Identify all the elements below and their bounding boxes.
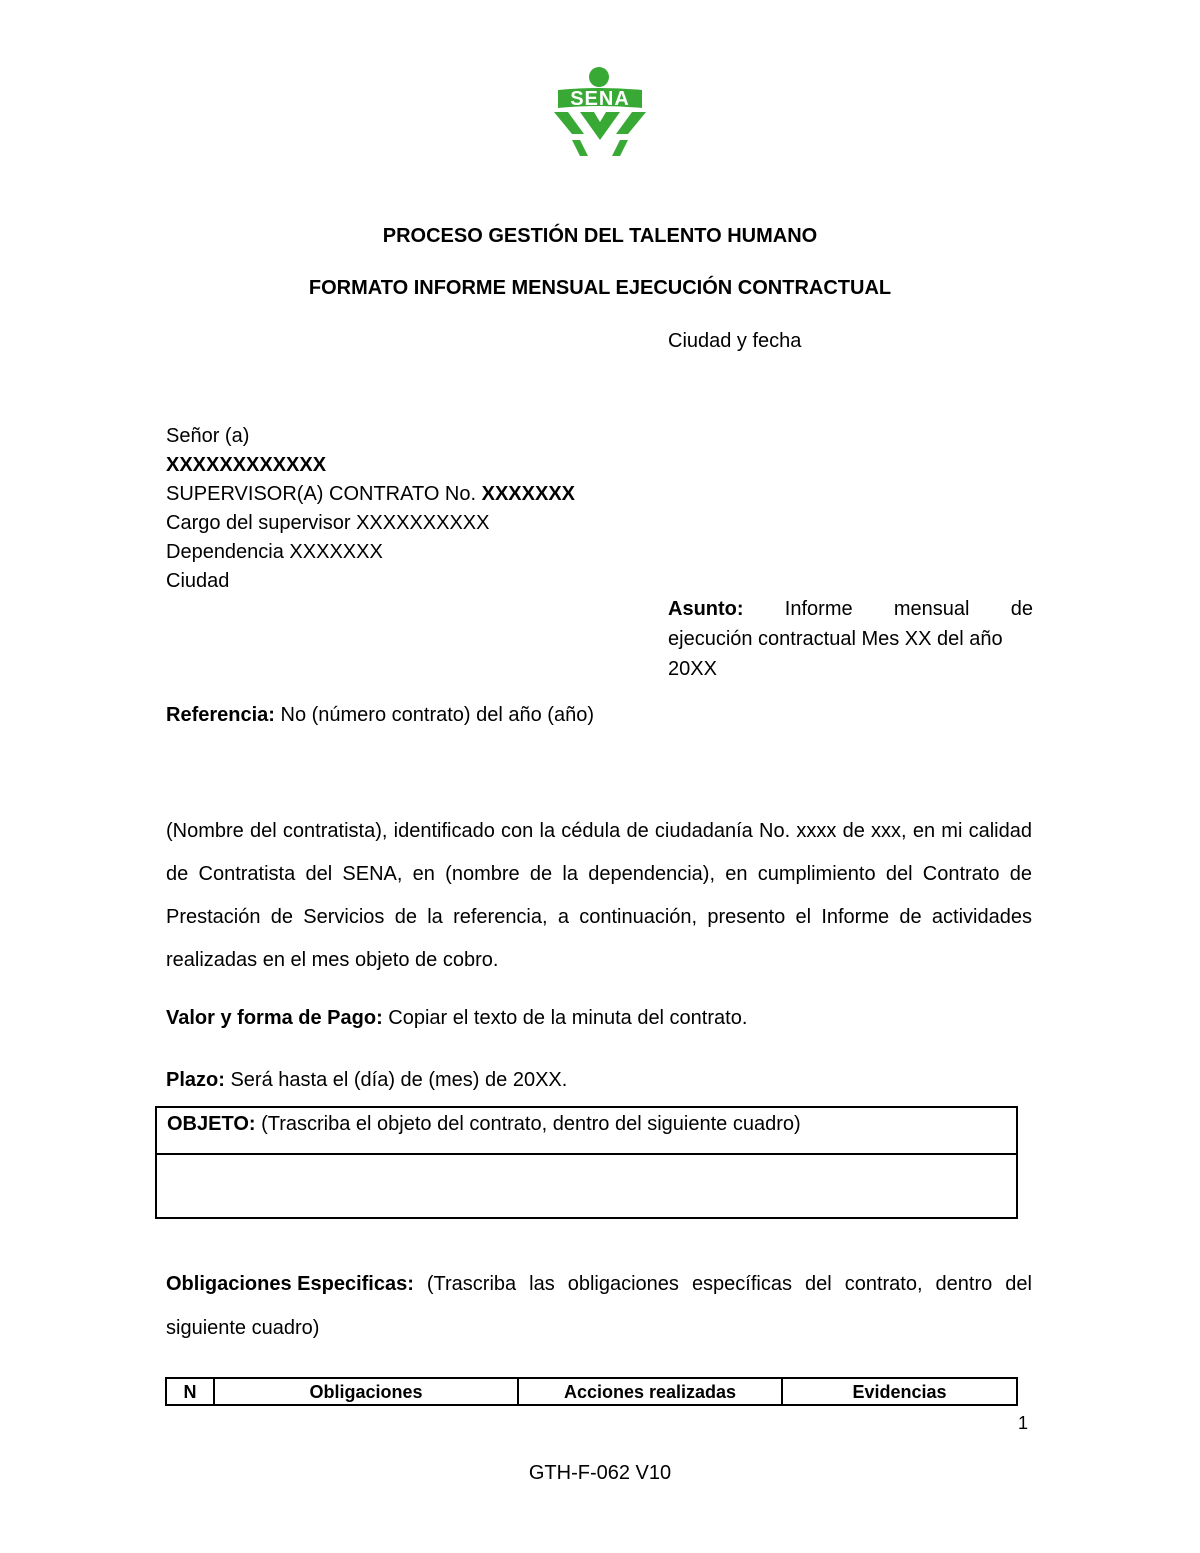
objeto-text: (Trascriba el objeto del contrato, dentro del siguiente cuadro) <box>255 1113 801 1135</box>
city-date: Ciudad y fecha <box>668 330 802 352</box>
supervisor-cargo: Cargo del supervisor XXXXXXXXXX <box>166 512 490 534</box>
obligaciones-table-header <box>165 1377 1018 1406</box>
asunto-block <box>668 594 1033 684</box>
asunto-word: Informe <box>784 598 853 620</box>
referencia-text: No (número contrato) del año (año) <box>274 704 594 726</box>
page-number: 1 <box>1018 1413 1029 1433</box>
column-header-evidencias: Evidencias <box>852 1382 947 1402</box>
supervisor-line: SUPERVISOR(A) CONTRATO No. XXXXXXX <box>166 483 576 505</box>
salutation: Señor (a) <box>166 425 250 447</box>
oblig-word: contrato, <box>844 1273 923 1295</box>
referencia-label: Referencia: <box>166 704 275 726</box>
objeto-label: OBJETO: <box>167 1113 256 1135</box>
valor-line <box>166 1004 747 1033</box>
dependencia: Dependencia XXXXXXX <box>166 541 383 563</box>
obligaciones-block <box>166 1262 1032 1350</box>
column-header-acciones: Acciones realizadas <box>519 1379 783 1404</box>
recipient-city: Ciudad <box>166 570 230 592</box>
asunto-word: de <box>1010 598 1033 620</box>
footer-code: GTH-F-062 V10 <box>528 1462 672 1484</box>
column-header-obligaciones: Obligaciones <box>215 1379 519 1404</box>
valor-label: Valor y forma de Pago: <box>166 1007 383 1029</box>
referencia-line <box>166 701 594 730</box>
oblig-word: las <box>529 1273 555 1295</box>
oblig-word: del <box>805 1273 832 1295</box>
obligaciones-line: siguiente cuadro) <box>166 1317 320 1339</box>
document-title: PROCESO GESTIÓN DEL TALENTO HUMANO <box>382 225 818 247</box>
oblig-word: del <box>1005 1273 1032 1295</box>
body-paragraph: (Nombre del contratista), identificado con la cédula de ciudadanía No. xxxx de xxx, en mi calidad de Contratista del SENA, en (nombre de la dependencia), en cumplimiento del Contrato de Prestación de Servicios de la referencia, a continuación, presento el Informe de actividades realizadas en el mes objeto de cobro. <box>166 820 1032 971</box>
obligaciones-label: Obligaciones Especificas: <box>166 1273 414 1295</box>
asunto-line: ejecución contractual Mes XX del año <box>668 628 1003 650</box>
valor-text: Copiar el texto de la minuta del contrato. <box>382 1007 748 1029</box>
plazo-text: Será hasta el (día) de (mes) de 20XX. <box>224 1069 568 1091</box>
oblig-word: específicas <box>691 1273 792 1295</box>
contract-number: XXXXXXX <box>481 483 576 505</box>
oblig-word: obligaciones <box>567 1273 679 1295</box>
asunto-line: 20XX <box>668 658 717 680</box>
asunto-word: mensual <box>893 598 970 620</box>
column-header-n: N <box>167 1379 215 1404</box>
asunto-label: Asunto: <box>668 598 744 620</box>
plazo-label: Plazo: <box>166 1069 225 1091</box>
sena-logo <box>550 66 650 158</box>
plazo-line <box>166 1066 567 1095</box>
recipient-name: XXXXXXXXXXXX <box>166 454 327 476</box>
objeto-header <box>157 1108 1016 1155</box>
recipient-block <box>166 422 575 596</box>
oblig-word: dentro <box>935 1273 993 1295</box>
document-subtitle: FORMATO INFORME MENSUAL EJECUCIÓN CONTRACTUAL <box>308 277 892 299</box>
objeto-table <box>155 1106 1018 1219</box>
logo-text: SENA <box>570 88 630 110</box>
oblig-word: (Trascriba <box>426 1273 517 1295</box>
